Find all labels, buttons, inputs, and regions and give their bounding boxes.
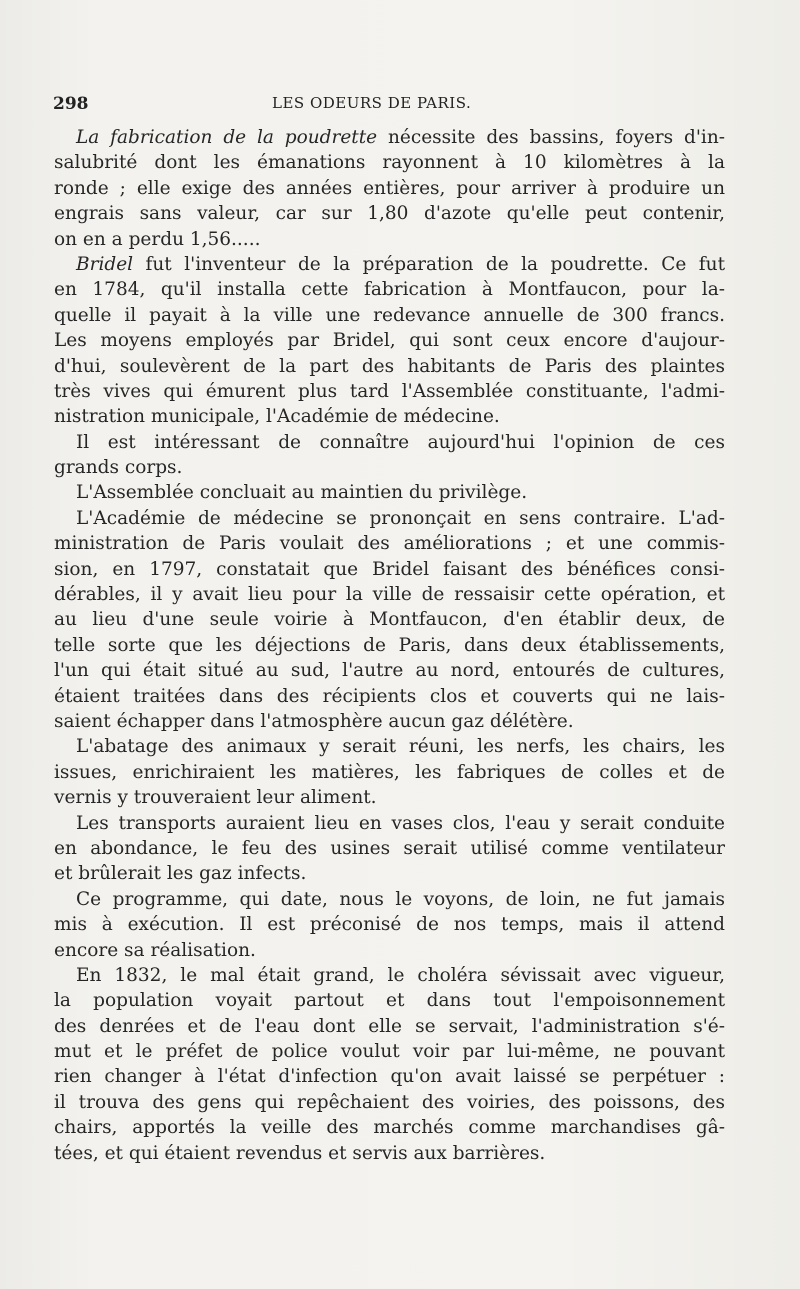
line-text: l'un qui était situé au sud, l'autre au nord, entourés de cultures, — [54, 660, 725, 682]
text-line — [54, 1039, 725, 1064]
text-line — [54, 760, 725, 785]
line-text: en abondance, le feu des usines serait utilisé comme ventilateur — [54, 837, 725, 859]
line-text: nécessite des bassins, foyers d'in- — [377, 127, 725, 148]
line-text: telle sorte que les déjections de Paris, dans deux établissements, — [54, 634, 725, 656]
italic-phrase: La fabrication de la poudrette — [76, 127, 378, 148]
text-line — [54, 354, 725, 379]
text-line — [54, 811, 725, 836]
line-text: la population voyait partout et dans tout l'empoisonnement — [54, 990, 725, 1012]
text-line — [54, 836, 725, 861]
line-text: Il est intéressant de connaître aujourd'hui l'opinion de ces — [76, 431, 725, 453]
line-text: sion, en 1797, constatait que Bridel faisant des bénéfices consi- — [54, 558, 725, 580]
text-line — [54, 861, 725, 886]
text-line — [54, 938, 725, 963]
text-line — [54, 734, 725, 759]
text-line — [54, 303, 725, 328]
text-line — [54, 1090, 725, 1115]
line-text: L'Académie de médecine se prononçait en sens contraire. L'ad- — [76, 507, 725, 529]
text-line — [54, 1064, 725, 1089]
line-text: des denrées et de l'eau dont elle se servait, l'administration s'é- — [54, 1015, 725, 1037]
line-text: au lieu d'une seule voirie à Montfaucon, d'en établir deux, de — [54, 609, 725, 631]
text-line — [54, 557, 725, 582]
line-text: étaient traitées dans des récipients clos et couverts qui ne lais- — [54, 685, 725, 707]
text-line — [54, 658, 725, 683]
line-text: fut l'inventeur de la préparation de la poudrette. Ce fut — [133, 253, 725, 275]
text-line — [54, 430, 725, 455]
line-text: rien changer à l'état d'infection qu'on avait laissé se perpétuer : — [54, 1066, 725, 1088]
line-text: Les moyens employés par Bridel, qui sont ceux encore d'aujour- — [54, 330, 725, 352]
text-line — [54, 887, 725, 912]
text-line — [54, 607, 725, 632]
text-line — [54, 785, 725, 810]
line-text: En 1832, le mal était grand, le choléra sévissait avec vigueur, — [76, 964, 725, 986]
text-line — [54, 125, 725, 150]
line-text: mut et le préfet de police voulut voir par lui-même, ne pouvant — [54, 1041, 725, 1063]
text-line — [54, 582, 725, 607]
text-line — [54, 1141, 725, 1166]
text-line — [54, 379, 725, 404]
line-text: grands corps. — [54, 457, 183, 479]
line-text: on en a perdu 1,56..... — [54, 228, 261, 250]
line-text: L'abatage des animaux y serait réuni, les nerfs, les chairs, les — [76, 736, 725, 758]
line-text: chairs, apportés la veille des marchés comme marchandises gâ- — [54, 1117, 725, 1139]
line-text: il trouva des gens qui repêchaient des voiries, des poissons, des — [54, 1091, 725, 1113]
text-line — [54, 150, 725, 175]
line-text: d'hui, soulevèrent de la part des habitants de Paris des plaintes — [54, 355, 725, 377]
page-number: 298 — [53, 94, 89, 114]
line-text: Les transports auraient lieu en vases clos, l'eau y serait conduite — [76, 812, 725, 834]
line-text: ministration de Paris voulait des améliorations ; et une commis- — [54, 533, 725, 555]
line-text: tées, et qui étaient revendus et servis aux barrières. — [54, 1142, 546, 1164]
text-line — [54, 709, 725, 734]
line-text: engrais sans valeur, car sur 1,80 d'azote qu'elle peut contenir, — [54, 203, 725, 225]
text-line — [54, 1115, 725, 1140]
line-text: vernis y trouveraient leur aliment. — [54, 787, 377, 809]
text-line — [54, 201, 725, 226]
page-header — [50, 94, 720, 120]
text-line — [54, 328, 725, 353]
line-text: nistration municipale, l'Académie de médecine. — [54, 406, 500, 428]
line-text: Ce programme, qui date, nous le voyons, de loin, ne fut jamais — [76, 888, 725, 910]
line-text: ronde ; elle exige des années entières, pour arriver à produire un — [54, 177, 725, 199]
body-text — [54, 125, 725, 1166]
line-text: très vives qui émurent plus tard l'Assemblée constituante, l'admi- — [54, 380, 725, 402]
text-line — [54, 912, 725, 937]
line-text: en 1784, qu'il installa cette fabrication à Montfaucon, pour la- — [54, 279, 725, 301]
text-line — [54, 455, 725, 480]
line-text: L'Assemblée concluait au maintien du privilège. — [76, 482, 528, 504]
line-text: et brûlerait les gaz infects. — [54, 863, 307, 885]
text-line — [54, 633, 725, 658]
line-text: salubrité dont les émanations rayonnent à 10 kilomètres à la — [54, 152, 725, 174]
text-line — [54, 277, 725, 302]
text-line — [54, 531, 725, 556]
italic-phrase: Bridel — [76, 253, 134, 275]
text-line — [54, 252, 725, 277]
line-text: quelle il payait à la ville une redevance annuelle de 300 francs. — [54, 304, 725, 326]
line-text: issues, enrichiraient les matières, les fabriques de colles et de — [54, 761, 725, 783]
text-line — [54, 227, 725, 252]
line-text: mis à exécution. Il est préconisé de nos temps, mais il attend — [54, 914, 725, 936]
text-line — [54, 480, 725, 505]
text-line — [54, 1014, 725, 1039]
text-line — [54, 684, 725, 709]
running-title: LES ODEURS DE PARIS. — [272, 94, 472, 112]
text-line — [54, 963, 725, 988]
line-text: encore sa réalisation. — [54, 939, 256, 961]
text-line — [54, 176, 725, 201]
line-text: dérables, il y avait lieu pour la ville de ressaisir cette opération, et — [54, 584, 725, 606]
text-line — [54, 404, 725, 429]
text-line — [54, 988, 725, 1013]
text-line — [54, 506, 725, 531]
line-text: saient échapper dans l'atmosphère aucun gaz délétère. — [54, 710, 574, 732]
